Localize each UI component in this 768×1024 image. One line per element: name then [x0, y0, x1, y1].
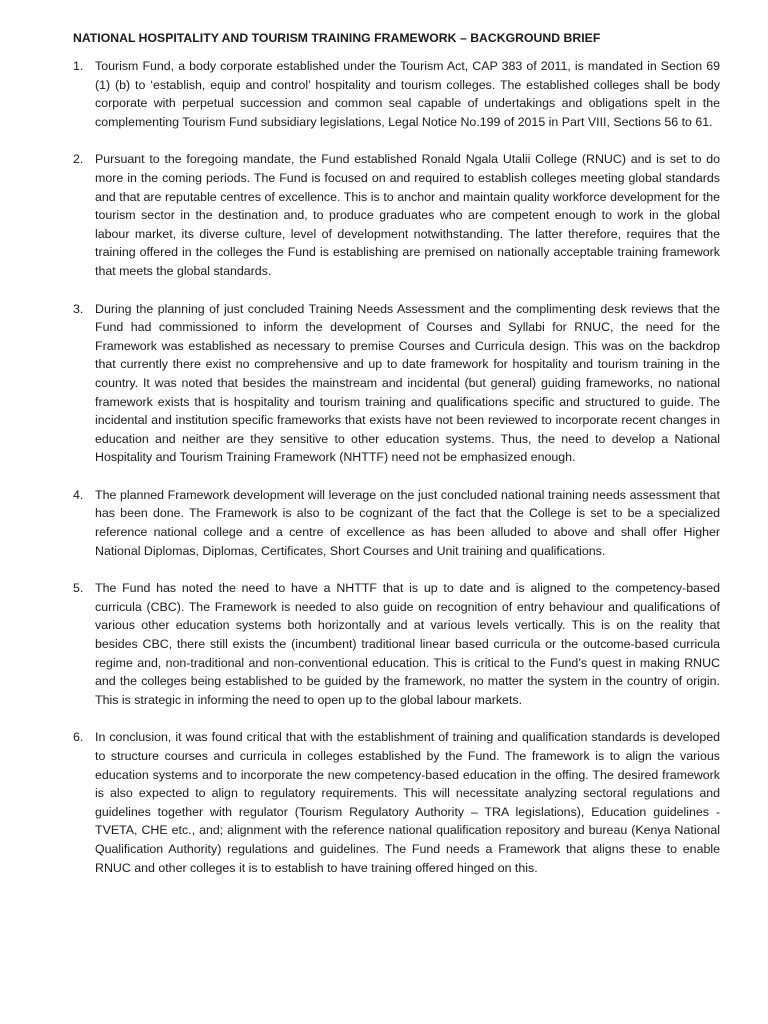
paragraph-item-4 [73, 486, 720, 560]
paragraph-number: 5. [73, 581, 84, 596]
paragraph-text: Tourism Fund, a body corporate established under the Tourism Act, CAP 383 of 2011, is mandated in Section 69 (1) (b) to ‘establish, equip and control’ hospitality and tourism colleges. The established colleges shall be body corporate with perpetual succession and common seal capable of undertakings and obligations spelt in the complementing Tourism Fund subsidiary legislations, Legal Notice No.199 of 2015 in Part VIII, Sections 56 to 61. [95, 59, 720, 129]
paragraph-number: 4. [73, 487, 84, 502]
paragraph-item-2 [73, 150, 720, 280]
paragraph-number: 1. [73, 59, 84, 73]
paragraph-item-5 [73, 579, 720, 709]
paragraph-number: 3. [73, 301, 84, 316]
paragraph-text: The Fund has noted the need to have a NHTTF that is up to date and is aligned to the competency-based curricula (CBC). The Framework is needed to also guide on recognition of entry behaviour and qualifications of various other education systems both horizontally and at various levels vertically. This is on the reality that besides CBC, there still exists the (incumbent) traditional linear based curricula or the outcome-based curricula regime and, non-traditional and non-conventional education. This is critical to the Fund’s quest in making RNUC and the colleges being established to be guided by the framework, no matter the system in the country of origin. This is strategic in informing the need to open up to the global labour markets. [95, 581, 720, 707]
paragraph-item-3 [73, 300, 720, 467]
paragraph-text: The planned Framework development will leverage on the just concluded national training needs assessment that has been done. The Framework is also to be cognizant of the fact that the College is set to be a specialized reference national college and a centre of excellence as has been alluded to above and shall offer Higher National Diplomas, Diplomas, Certificates, Short Courses and Unit training and qualifications. [95, 487, 720, 558]
paragraph-item-6 [73, 728, 720, 877]
paragraph-number: 2. [73, 152, 84, 167]
paragraph-item-1 [73, 57, 720, 131]
paragraph-list [73, 57, 720, 877]
paragraph-text: During the planning of just concluded Training Needs Assessment and the complimenting desk reviews that the Fund had commissioned to inform the development of Courses and Syllabi for RNUC, the need for the Framework was established as necessary to premise Courses and Curricula design. This was on the backdrop that currently there exist no comprehensive and up to date framework for hospitality and tourism training in the country. It was noted that besides the mainstream and incidental (but general) guiding frameworks, no national framework exists that is hospitality and tourism training and qualifications specific and structured to guide. The incidental and institution specific frameworks that exists have not been reviewed to incorporate recent changes in education and neither are they sensitive to other education systems. Thus, the need to develop a National Hospitality and Tourism Training Framework (NHTTF) need not be emphasized enough. [95, 301, 720, 465]
document-title: NATIONAL HOSPITALITY AND TOURISM TRAINING FRAMEWORK – BACKGROUND BRIEF [73, 31, 601, 45]
paragraph-number: 6. [73, 730, 84, 745]
paragraph-text: In conclusion, it was found critical that with the establishment of training and qualification standards is developed to structure courses and curricula in colleges established by the Fund. The framework is to align the various education systems and to incorporate the new competency-based education in the offing. The desired framework is also expected to align to regulatory requirements. This will necessitate analyzing sectoral regulations and guidelines together with regulator (Tourism Regulatory Authority – TRA legislations), Education guidelines - TVETA, CHE etc., and; alignment with the reference national qualification repository and bureau (Kenya National Qualification Authority) regulations and guidelines. The Fund needs a Framework that aligns these to enable RNUC and other colleges it is to establish to have training offered hinged on this. [95, 730, 720, 875]
paragraph-text: Pursuant to the foregoing mandate, the Fund established Ronald Ngala Utalii College (RNUC) and is set to do more in the coming periods. The Fund is focused on and required to establish colleges meeting global standards and that are reputable centres of excellence. This is to anchor and maintain quality workforce development for the tourism sector in the destination and, to produce graduates who are competent enough to work in the global labour market, its diverse culture, level of development notwithstanding. The latter therefore, requires that the training offered in the colleges the Fund is establishing are premised on nationally acceptable training framework that meets the global standards. [95, 152, 720, 278]
